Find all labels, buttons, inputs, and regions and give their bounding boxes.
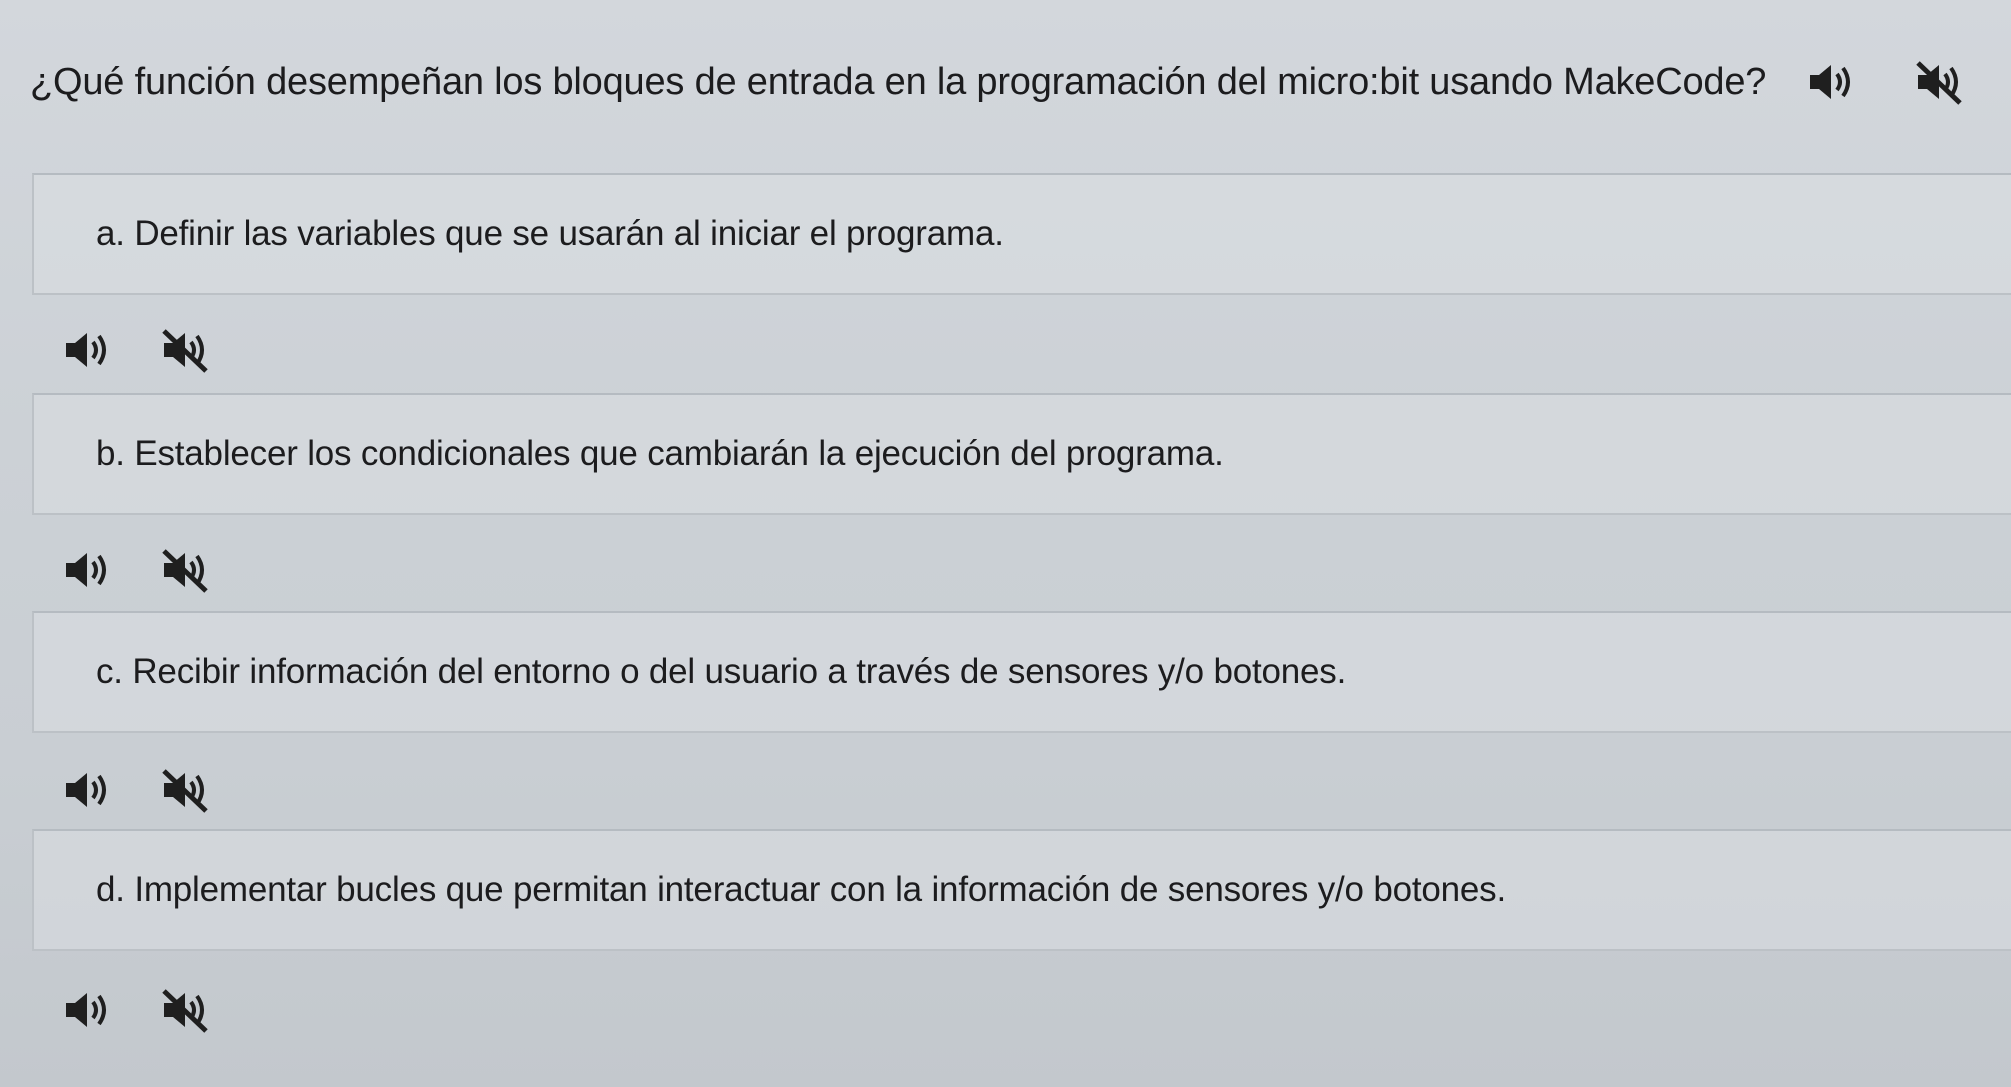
option-a-label: a. Definir las variables que se usarán al iniciar el programa. [96,214,1004,253]
option-b-label: b. Establecer los condicionales que cambiarán la ejecución del programa. [96,434,1224,473]
option-a[interactable] [32,173,2011,295]
mute-icon[interactable] [160,327,210,373]
option-b-audio-controls [62,547,210,593]
speaker-icon[interactable] [62,327,112,373]
option-b[interactable] [32,393,2011,515]
option-a-audio-controls [62,327,210,373]
mute-icon[interactable] [1914,59,1964,105]
speaker-icon[interactable] [62,767,112,813]
question-audio-controls [1806,59,1964,105]
option-c-label: c. Recibir información del entorno o del usuario a través de sensores y/o botones. [96,652,1347,691]
speaker-icon[interactable] [62,987,112,1033]
question-row [30,52,1990,112]
mute-icon[interactable] [160,547,210,593]
option-d[interactable] [32,829,2011,951]
option-d-label: d. Implementar bucles que permitan interactuar con la información de sensores y/o botones. [96,870,1506,909]
mute-icon[interactable] [160,987,210,1033]
option-c-audio-controls [62,767,210,813]
mute-icon[interactable] [160,767,210,813]
option-c[interactable] [32,611,2011,733]
speaker-icon[interactable] [1806,59,1856,105]
question-text: ¿Qué función desempeñan los bloques de entrada en la programación del micro:bit usando MakeCode? [30,60,1767,103]
option-d-audio-controls [62,987,210,1033]
speaker-icon[interactable] [62,547,112,593]
